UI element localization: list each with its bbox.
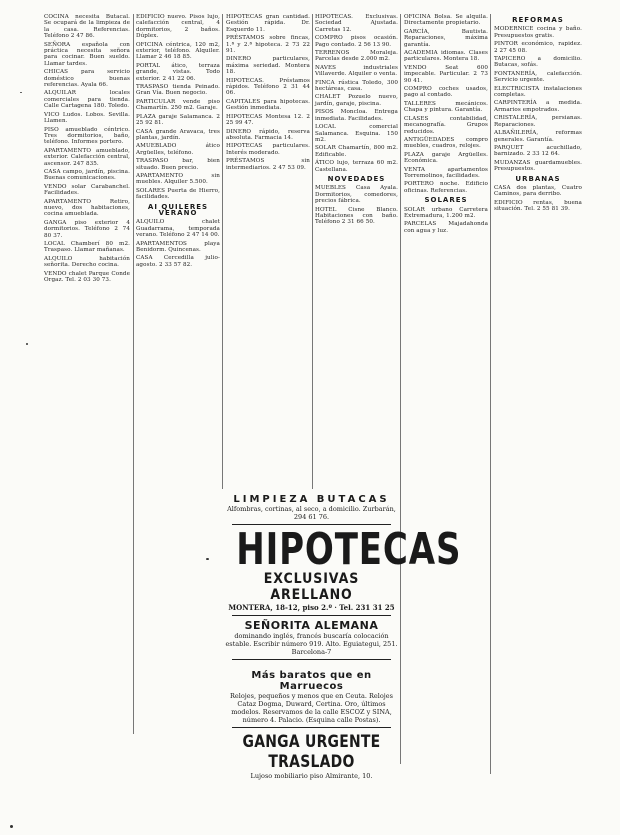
- classified-item: TERRENOS Moraleja. Parcelas desde 2.000 m2.: [315, 50, 398, 63]
- classified-item: TRASPASO tienda Peinado. Gran Vía. Buen negocio.: [136, 84, 220, 97]
- classified-item: OFICINA céntrica, 120 m2, exterior, teléfono. Alquiler. Llamar 2 46 18 85.: [136, 41, 220, 61]
- classified-item: PARTICULAR vende piso Chamartín. 250 m2. Garaje.: [136, 98, 220, 112]
- classified-item: EDIFICIO rentas, buena situación. Tel. 2 55 81 39.: [494, 199, 582, 213]
- ad-hipotecas: [224, 524, 462, 619]
- section-heading: NOVEDADES: [327, 174, 386, 183]
- ad-marruecos: [224, 670, 399, 731]
- classified-item: SOLARES Puerta de Hierro, facilidades.: [136, 187, 220, 201]
- ad-divider: [232, 615, 391, 616]
- classified-item: LOCAL Chamberí 80 m2. Traspaso. Llamar mañanas.: [44, 241, 130, 254]
- classified-item: DINERO rápido, reserva absoluta. Farmacia 14.: [226, 128, 310, 141]
- classified-item: VENDO chalet Parque Conde Orgaz. Tel. 2 03 30 73.: [44, 270, 130, 284]
- classified-item: PORTAL ático, terraza grande, vistas. Todo exterior. 2 41 22 06.: [136, 62, 220, 82]
- classified-item: PISOS Moncloa. Entrega inmediata. Facilidades.: [315, 109, 398, 122]
- column-4: [315, 14, 398, 228]
- classified-item: HOTEL Cisne Blanco. Habitaciones con baño. Teléfono 2 31 66 50.: [315, 206, 398, 226]
- ad-ganga-traslado: [224, 732, 399, 780]
- ad-divider: [232, 727, 391, 728]
- classified-item: PLAZA garaje Salamanca. 2 25 92 81.: [136, 113, 220, 127]
- classified-item: APARTAMENTO Retiro, nuevo, dos habitaciones, cocina amueblada.: [44, 198, 130, 218]
- classifieds-page: [44, 14, 584, 784]
- classified-item: OFICINA Bolsa. Se alquila. Directamente propietario.: [404, 14, 488, 27]
- classified-item: LOCAL comercial Salamanca. Esquina. 150 m2.: [315, 124, 398, 143]
- classified-item: ALQUILO chalet Guadarrama, temporada verano. Teléfono 2 47 14 00.: [136, 219, 220, 239]
- classified-item: PRÉSTAMOS sobre fincas, 1.ª y 2.ª hipoteca. 2 73 22 91.: [226, 35, 310, 55]
- column-rule: [312, 14, 313, 489]
- ad-divider: [232, 659, 391, 660]
- classified-item: HIPOTECAS Montesa 12. 2 25 99 47.: [226, 113, 310, 127]
- ad-subtitle: EXCLUSIVAS ARELLANO: [263, 571, 360, 603]
- classified-item: TAPICERO a domicilio. Butacas, sofás.: [494, 56, 582, 69]
- ad-body: Relojes, pequeños y menos que en Ceuta. Relojes Cataz Dogma, Duward, Certina. Oro, últimos modelos. Reservamos de la calle ESCOZ y SINA, número 4. Palacio. (Esquina calle Postas).: [230, 692, 393, 724]
- column-rule: [400, 14, 401, 764]
- column-6: [494, 14, 582, 215]
- classified-item: CRISTALERÍA, persianas. Reparaciones.: [494, 115, 582, 128]
- classified-item: PLAZA garaje Argüelles. Económica.: [404, 151, 488, 165]
- classified-item: PRÉSTAMOS sin intermediarios. 2 47 53 09.: [226, 158, 310, 171]
- print-speck: [10, 825, 13, 828]
- ad-limpieza-butacas: [224, 494, 399, 528]
- classified-item: SOLAR urbano Carretera Extremadura, 1.200 m2.: [404, 206, 488, 219]
- classified-item: ANTIGÜEDADES compro muebles, cuadros, relojes.: [404, 136, 488, 150]
- classified-item: APARTAMENTOS playa Benidorm. Quincenas.: [136, 240, 220, 253]
- classified-item: PARCELAS Majadahonda con agua y luz.: [404, 221, 488, 234]
- classified-item: APARTAMENTO sin muebles. Alquiler 5.500.: [136, 172, 220, 186]
- ad-title: LIMPIEZA BUTACAS: [233, 494, 390, 505]
- ad-body: Alfombras, cortinas, al seco, a domicilio. Zurbarán, 294 61 76.: [227, 505, 396, 521]
- classified-item: PARQUET acuchillado, barnizado. 2 33 12 64.: [494, 144, 582, 158]
- classified-item: VENDO Seat 600 impecable. Particular. 2 73 90 41.: [404, 64, 488, 84]
- column-rule: [490, 14, 491, 774]
- print-speck: [26, 343, 28, 345]
- classified-item: SEÑORA española con práctica necesita señora para cocinar. Buen sueldo. Llamar tardes.: [44, 41, 130, 67]
- classified-item: CASA dos plantas, Cuatro Caminos, para derribo.: [494, 184, 582, 198]
- classified-item: GARCÍA, Bautista. Reparaciones, máxima garantía.: [404, 28, 488, 48]
- classified-item: HIPOTECAS. Exclusivas. Sociedad Ajustada. Carretas 12.: [315, 14, 398, 33]
- column-3: [226, 14, 310, 173]
- classified-item: VENDO solar Carabanchel. Facilidades.: [44, 183, 130, 197]
- classified-item: MODERNICE cocina y baño. Presupuestos gratis.: [494, 26, 582, 39]
- classified-item: ALQUILAR locales comerciales para tienda. Calle Cartagena 180. Toledo.: [44, 90, 130, 110]
- ad-body: Lujoso mobiliario piso Almirante, 10.: [250, 772, 373, 780]
- classified-item: ALQUILO habitación señorita. Derecho cocina.: [44, 255, 130, 269]
- classified-item: PORTERO noche. Edificio oficinas. Referencias.: [404, 181, 488, 194]
- classified-item: COMPRO pisos ocasión. Pago contado. 2 56 13 90.: [315, 35, 398, 48]
- classified-item: HIPOTECAS particulares. Interés moderado.: [226, 143, 310, 156]
- classified-item: COMPRO coches usados, pago al contado.: [404, 86, 488, 99]
- ad-title: GANGA URGENTE TRASLADO: [242, 732, 381, 772]
- classified-item: VICO Ludos. Lobos. Sevilla. Llamen.: [44, 111, 130, 125]
- classified-item: VENTA apartamentos Torremolinos, facilidades.: [404, 166, 488, 179]
- ad-body: dominando inglés, francés buscaría colocación estable. Escribir número 919. Alto. Eguiategui, 251. Barcelona-7: [225, 632, 398, 656]
- section-heading: AI QUILERES VERANO: [147, 202, 209, 217]
- classified-item: DINERO particulares, máxima seriedad. Montera 18.: [226, 56, 310, 76]
- classified-item: HIPOTECAS. Préstamos rápidos. Teléfono 2 31 44 06.: [226, 77, 310, 97]
- ad-title: HIPOTECAS: [236, 524, 462, 575]
- ad-title: Más baratos que en Marruecos: [251, 670, 372, 692]
- ad-title: SEÑORITA ALEMANA: [244, 619, 379, 632]
- classified-item: CASA Cercedilla julio-agosto. 2 33 57 82.: [136, 255, 220, 268]
- classified-item: HIPOTECAS gran cantidad. Gestión rápida. Dr. Esquerdo 11.: [226, 14, 310, 33]
- classified-item: TRASPASO bar, bien situado. Buen precio.: [136, 158, 220, 171]
- classified-item: PINTOR económico, rapidez. 2 27 45 08.: [494, 41, 582, 54]
- classified-item: PISO amueblado céntrico. Tres dormitorios, baño, teléfono. Informes portero.: [44, 126, 130, 146]
- classified-item: CHALET Pozuelo nuevo, jardín, garaje, piscina.: [315, 94, 398, 107]
- classified-item: ACADEMIA idiomas. Clases particulares. Montera 18.: [404, 50, 488, 63]
- classified-item: ALBAÑILERÍA, reformas generales. Garantía.: [494, 130, 582, 143]
- classified-item: MUEBLES Casa Ayala. Dormitorios, comedores, precios fábrica.: [315, 185, 398, 205]
- column-rule: [222, 14, 223, 489]
- classified-item: COCINA necesita Butacal. Se ocupará de la limpieza de la casa. Referencias. Teléfono 2 47 86.: [44, 14, 130, 40]
- column-1: [44, 14, 130, 285]
- section-heading: URBANAS: [515, 174, 561, 183]
- classified-item: NAVES industriales Villaverde. Alquiler o venta.: [315, 64, 398, 78]
- classified-item: SOLAR Chamartín, 800 m2. Edificable.: [315, 145, 398, 158]
- classified-item: TALLERES mecánicos. Chapa y pintura. Garantía.: [404, 100, 488, 114]
- classified-item: CARPINTERÍA a medida. Armarios empotrados.: [494, 100, 582, 113]
- column-5: [404, 14, 488, 236]
- classified-item: CHICAS para servicio doméstico buenas referencias. Ayala 66.: [44, 69, 130, 89]
- classified-item: ÁTICO lujo, terraza 60 m2. Castellana.: [315, 160, 398, 173]
- ad-address: MONTERA, 18-12, piso 2.º · Tel. 231 31 25: [228, 603, 395, 612]
- classified-item: ELECTRICISTA instalaciones completas.: [494, 85, 582, 99]
- classified-item: AMUEBLADO ático Argüelles, teléfono.: [136, 143, 220, 156]
- classified-item: CAPITALES para hipotecas. Gestión inmediata.: [226, 98, 310, 112]
- column-2: [136, 14, 220, 270]
- print-speck: [206, 558, 209, 560]
- classified-item: FONTANERÍA, calefacción. Servicio urgente.: [494, 70, 582, 84]
- classified-item: EDIFICIO nuevo. Pisos lujo, calefacción central, 4 dormitorios, 2 baños. Dúplex.: [136, 14, 220, 40]
- column-rule: [133, 14, 134, 734]
- classified-item: CASA campo, jardín, piscina. Buenas comunicaciones.: [44, 168, 130, 182]
- classified-item: FINCA rústica Toledo, 300 hectáreas, casa.: [315, 79, 398, 93]
- classified-item: APARTAMENTO amueblado, exterior. Calefacción central, ascensor. 247 835.: [44, 147, 130, 167]
- section-heading: REFORMAS: [512, 16, 564, 24]
- ad-senorita-alemana: [224, 619, 399, 663]
- print-speck: [20, 92, 22, 93]
- classified-item: CASA grande Aravaca, tres plantas, jardín.: [136, 128, 220, 141]
- section-heading: SOLARES: [424, 196, 468, 205]
- classified-item: CLASES contabilidad, mecanografía. Grupos reducidos.: [404, 115, 488, 135]
- classified-item: MUDANZAS guardamuebles. Presupuestos.: [494, 159, 582, 173]
- classified-item: GANGA piso exterior 4 dormitorios. Teléfono 2 74 80 37.: [44, 219, 130, 239]
